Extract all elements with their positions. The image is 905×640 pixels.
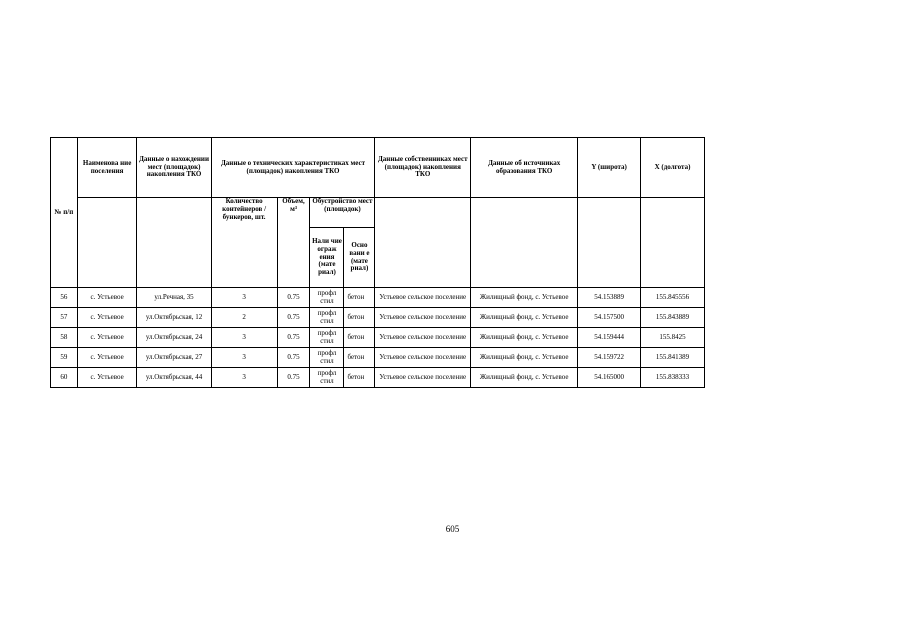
cell-volume: 0.75 [277,348,310,368]
cell-base: бетон [344,288,375,308]
cell-source: Жилищный фонд, с. Устьевое [471,308,578,328]
cell-lat: 54.159722 [578,348,641,368]
header-settlement: Наименова ние поселения [77,138,137,198]
cell-lon: 155.845556 [641,288,705,308]
cell-base: бетон [344,328,375,348]
cell-address: ул.Октябрьская, 12 [137,308,211,328]
cell-settlement: с. Устьевое [77,328,137,348]
cell-source: Жилищный фонд, с. Устьевое [471,348,578,368]
cell-owner: Устьевое сельское поселение [375,328,471,348]
cell-settlement: с. Устьевое [77,308,137,328]
header-sources: Данные об источниках образования ТКО [471,138,578,198]
header-blank [471,198,578,288]
cell-source: Жилищный фонд, с. Устьевое [471,368,578,388]
cell-base: бетон [344,348,375,368]
cell-num: 58 [51,328,78,348]
cell-lon: 155.843889 [641,308,705,328]
header-blank [578,198,641,288]
cell-owner: Устьевое сельское поселение [375,368,471,388]
cell-volume: 0.75 [277,308,310,328]
table-row [51,328,705,348]
cell-settlement: с. Устьевое [77,288,137,308]
header-blank [375,198,471,288]
table-row [51,368,705,388]
cell-containers: 3 [211,368,277,388]
cell-num: 57 [51,308,78,328]
cell-lat: 54.157500 [578,308,641,328]
cell-address: ул.Речная, 35 [137,288,211,308]
cell-fence: профл стил [310,308,344,328]
table-row [51,348,705,368]
header-blank [641,198,705,288]
cell-containers: 3 [211,288,277,308]
cell-owner: Устьевое сельское поселение [375,288,471,308]
cell-source: Жилищный фонд, с. Устьевое [471,328,578,348]
cell-num: 56 [51,288,78,308]
cell-containers: 3 [211,328,277,348]
header-num: № п/п [51,138,78,288]
cell-num: 59 [51,348,78,368]
registry-table [50,137,705,388]
page-number: 605 [445,524,460,534]
cell-address: ул.Октябрьская, 24 [137,328,211,348]
cell-base: бетон [344,308,375,328]
cell-lon: 155.841389 [641,348,705,368]
cell-num: 60 [51,368,78,388]
cell-containers: 3 [211,348,277,368]
cell-volume: 0.75 [277,368,310,388]
table-row [51,288,705,308]
cell-base: бетон [344,368,375,388]
header-equip: Обустройство мест (площадок) [310,198,375,228]
header-lon: X (долгота) [641,138,705,198]
header-owners: Данные собственниках мест (площадок) накопления ТКО [375,138,471,198]
header-blank [137,198,211,288]
header-fence: Нали чие ограж ения (мате риал) [310,228,344,288]
header-tech: Данные о технических характеристиках мест (площадок) накопления ТКО [211,138,375,198]
header-location: Данные о нахождении мест (площадок) накопления ТКО [137,138,211,198]
header-containers: Количество контейнеров / бункеров, шт. [211,198,277,288]
cell-fence: профл стил [310,288,344,308]
cell-volume: 0.75 [277,328,310,348]
cell-address: ул.Октябрьская, 27 [137,348,211,368]
cell-source: Жилищный фонд, с. Устьевое [471,288,578,308]
cell-lat: 54.153889 [578,288,641,308]
cell-settlement: с. Устьевое [77,368,137,388]
cell-lat: 54.159444 [578,328,641,348]
cell-containers: 2 [211,308,277,328]
cell-address: ул.Октябрьская, 44 [137,368,211,388]
cell-fence: профл стил [310,328,344,348]
header-base: Осно вани е (мате риал) [344,228,375,288]
cell-owner: Устьевое сельское поселение [375,308,471,328]
table-row [51,308,705,328]
header-volume: Объем, м³ [277,198,310,288]
cell-lon: 155.8425 [641,328,705,348]
header-blank [77,198,137,288]
cell-fence: профл стил [310,348,344,368]
cell-volume: 0.75 [277,288,310,308]
cell-lat: 54.165000 [578,368,641,388]
cell-owner: Устьевое сельское поселение [375,348,471,368]
cell-settlement: с. Устьевое [77,348,137,368]
header-lat: Y (широта) [578,138,641,198]
cell-lon: 155.838333 [641,368,705,388]
cell-fence: профл стил [310,368,344,388]
